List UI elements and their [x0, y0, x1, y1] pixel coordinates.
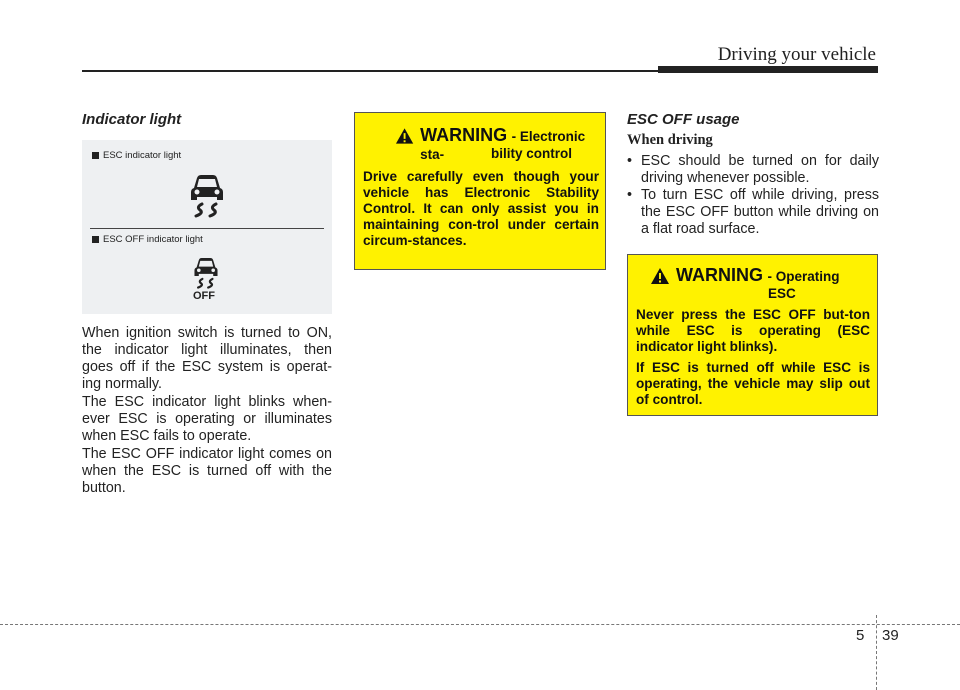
- driving-bullet-list: [627, 153, 879, 238]
- square-bullet-icon: [92, 236, 99, 243]
- warning-subtitle: - Operating: [767, 269, 840, 284]
- warning-body: Drive carefully even though your vehicle has Electronic Stability Control. It can only assist you in maintaining con-trol under certain circum-stances.: [363, 169, 599, 248]
- esc-indicator-caption: [92, 150, 181, 161]
- footer-rule: [0, 624, 960, 625]
- body-paragraph-2: The ESC indicator light blinks when-ever ESC is operating or illuminates when ESC fails to operate.: [82, 394, 332, 444]
- warning-subtitle: - Electronic sta-: [420, 129, 586, 162]
- warning-word: WARNING: [420, 125, 508, 145]
- list-item: • To turn ESC off while driving, press the ESC OFF button while driving on a flat road surface.: [627, 187, 879, 238]
- warning-header: [650, 265, 839, 286]
- esc-off-indicator-caption: [92, 234, 203, 245]
- indicator-divider: [90, 228, 324, 229]
- warning-body-1: Never press the ESC OFF but-ton while ESC is operating (ESC indicator light blinks).: [636, 307, 870, 354]
- subheading-when-driving: When driving: [627, 132, 713, 148]
- esc-off-indicator-label: ESC OFF indicator light: [103, 234, 203, 245]
- warning-body-2: If ESC is turned off while ESC is operating, the vehicle may slip out of control.: [636, 360, 870, 407]
- esc-indicator-label: ESC indicator light: [103, 150, 182, 161]
- warning-box-esc: [354, 112, 606, 270]
- section-heading-esc-off: ESC OFF usage: [627, 111, 740, 128]
- header-rule: [82, 70, 682, 72]
- warning-triangle-icon: [650, 267, 670, 285]
- warning-box-operating-esc: [627, 254, 878, 416]
- body-paragraph-3: The ESC OFF indicator light comes on when the ESC is turned off with the button.: [82, 446, 332, 496]
- warning-word: WARNING: [676, 265, 763, 285]
- chapter-number: 5: [856, 627, 865, 644]
- chapter-title: Driving your vehicle: [717, 44, 876, 65]
- esc-off-indicator-icon: [188, 252, 224, 295]
- list-item: • ESC should be turned on for daily driving whenever possible.: [627, 153, 879, 187]
- page-number: 39: [882, 627, 899, 644]
- section-heading-indicator: Indicator light: [82, 111, 182, 128]
- indicator-panel: [82, 140, 332, 314]
- off-label: OFF: [193, 290, 215, 302]
- square-bullet-icon: [92, 152, 99, 159]
- body-paragraph-1: When ignition switch is turned to ON, the indicator light illuminates, then goes off if the ESC system is operat-ing normally.: [82, 325, 332, 392]
- warning-subtitle-2: bility control: [491, 146, 572, 161]
- warning-triangle-icon: [395, 127, 414, 145]
- warning-subtitle-2: ESC: [768, 286, 796, 301]
- esc-indicator-icon: [182, 168, 232, 223]
- footer-divider: [876, 615, 877, 690]
- header-rule-bar: [658, 66, 878, 73]
